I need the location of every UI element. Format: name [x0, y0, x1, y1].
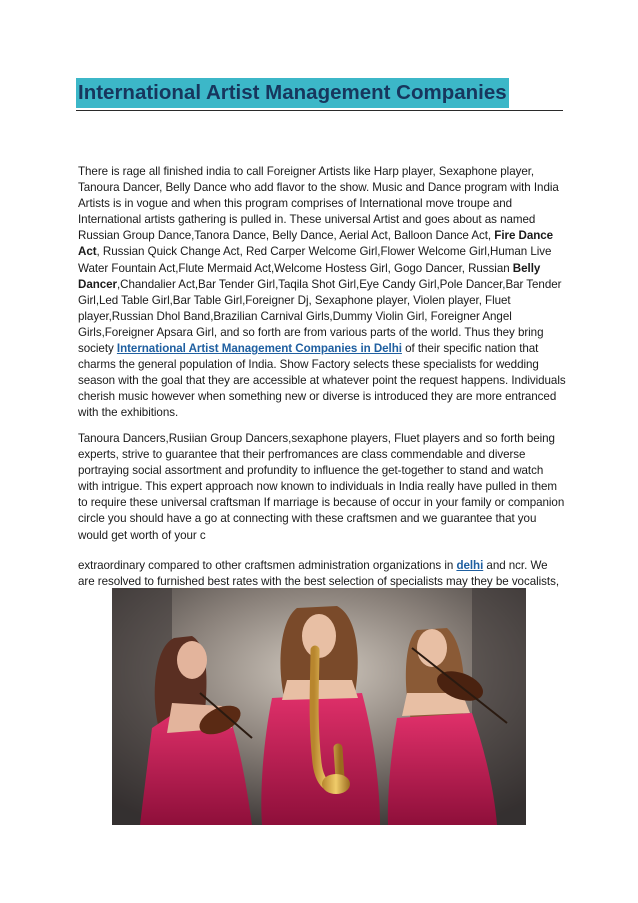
text-run: There is rage all finished india to call Foreigner Artists like Harp player, Sexaphone player, Tanoura Dancer, Belly Dance who add flavor to the show. Music and Dance program with India Artists is in vogue and when this program comprises of International move troupe and International artists gathering is pulled in. These universal Artist and goes about as named Russian Group Dance,Tanora Dance, Belly Dance, Aerial Act, Balloon Dance Act,: [78, 165, 559, 243]
link-international-artist-management[interactable]: International Artist Management Companies in Delhi: [116, 342, 402, 356]
link-delhi[interactable]: delhi: [456, 559, 484, 572]
bold-fire-dance-act: Fire Dance Act: [78, 229, 554, 259]
performers-photo: [112, 588, 526, 825]
paragraph-closing: [78, 558, 566, 590]
title-block: [76, 78, 563, 111]
page-title: International Artist Management Companies: [76, 78, 509, 108]
text-run: and ncr. We are resolved to furnished best rates with the best selection of specialists may they be vocalists,: [78, 559, 559, 589]
bold-belly-dancer: Belly Dancer: [78, 261, 541, 291]
text-run: ,Chandalier Act,Bar Tender Girl,Taqila Shot Girl,Eye Candy Girl,Pole Dancer,Bar Tender Girl,Led Table Girl,Bar Table Girl,Foreigner Dj, Sexaphone player, Violen player, Fluet player,Russian Dhol Band,Brazilian Carnival Girls,Dummy Violin Girl, Foreigner Angel Girls,Foreigner Apsara Girl, and so forth are from various parts of the world. Thus they bring society: [78, 277, 562, 356]
paragraph-performers: Tanoura Dancers,Rusiian Group Dancers,sexaphone players, Fluet players and so forth being experts, strive to guarantee that their perfromances are class commendable and diverse portraying social assortment and profundity to influence the get-together to stand and watch with intrigue. This expert approach now known to individuals in India really have pulled in them to require these universal craftsman If marriage is because of occur in your family or companion circle you should have a go at connecting with these craftsmen and we guarantee that you would get worth of your c: [78, 432, 565, 542]
text-run: extraordinary compared to other craftsmen administration organizations in: [78, 559, 457, 572]
paragraph-intro: [78, 164, 566, 422]
text-run: of their specific nation that charms the general population of India. Show Factory selects these specialists for wedding season with the goal that they are accessible at whatever point the request happens. Individuals cherish music however when something new or diverse is introduced they are more entranced with the exhibitions.: [78, 342, 566, 420]
text-run: , Russian Quick Change Act, Red Carper Welcome Girl,Flower Welcome Girl,Human Live Water Fountain Act,Flute Mermaid Act,Welcome Hostess Girl, Gogo Dancer, Russian: [78, 245, 552, 275]
